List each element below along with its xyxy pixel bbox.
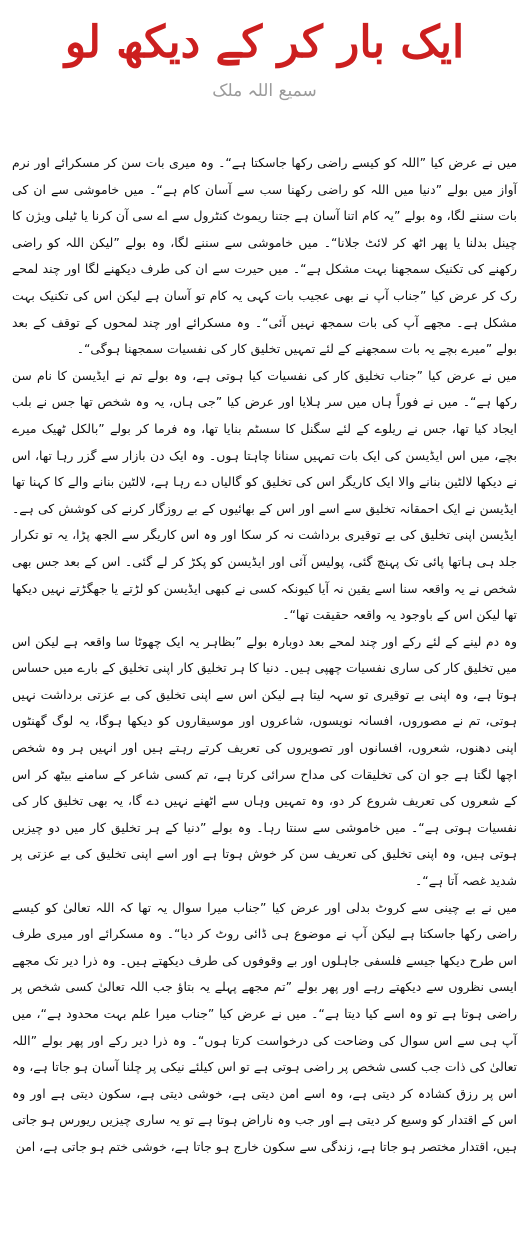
paragraph: میں نے عرض کیا ”جناب تخلیق کار کی نفسیات کیا ہوتی ہے، وہ بولے تم نے ایڈیسن کا نام سن رکھا ہے“۔ میں نے فوراً ہاں میں سر ہلایا اور عرض کیا ”جی ہاں، یہ وہ شخص تھا جس نے بلب ایجاد کیا تھا، جس نے ریلوے کے لئے سگنل کا سسٹم بنایا تھا، وہ فرما کر بولے ”بالکل ٹھیک میرے بچے، میں اس ایڈیسن کی ایک بات تمہیں سنانا چاہتا ہوں۔ وہ ایک دن بازار سے گزر رہا تھا، اس نے دیکھا لالٹین بنانے والا ایک کاریگر اس کی تخلیق کو گالیاں دے رہا ہے، لالٹین بنانے والے کا کہنا تھا ایڈیسن نے ایک احمقانہ تخلیق سے اسے اور اس کے بھائیوں کے بے روزگار کرنے کی کوشش کی ہے۔ ایڈیسن اپنی تخلیق کی بے توقیری برداشت نہ کر سکا اور وہ اس کاریگر سے الجھ پڑا، یہ تو تکرار جلد ہی ہاتھا پائی تک پہنچ گئی، پولیس آئی اور ایڈیسن کو پکڑ کر لے گئی۔ اس کے بعد جس بھی شخص نے یہ واقعہ سنا اسے یقین نہ آیا کیونکہ کسی نے کبھی ایڈیسن کو لڑتے یا جھگڑتے نہیں دیکھا تھا لیکن اس کے باوجود یہ واقعہ حقیقت تھا“۔: [12, 367, 517, 623]
article-title: ایک بار کر کے دیکھ لو: [64, 17, 465, 68]
author-byline: سمیع اللہ ملک: [212, 81, 317, 101]
article-body: [12, 150, 517, 1161]
paragraph: وہ دم لینے کے لئے رکے اور چند لمحے بعد دوبارہ بولے ”بظاہر یہ ایک چھوٹا سا واقعہ ہے لیکن اس میں تخلیق کار کی ساری نفسیات چھپی ہیں۔ دنیا کا ہر تخلیق کار اپنی تخلیق کے بارے میں حساس ہوتا ہے، وہ اپنی بے توقیری تو سہہ لیتا ہے لیکن اس سے اپنی تخلیق کی بے عزتی برداشت نہیں ہوتی، تم نے مصوروں، افسانہ نویسوں، شاعروں اور موسیقاروں کو دیکھا ہوگا، یہ لوگ گھنٹوں اپنی دھنوں، شعروں، افسانوں اور تصویروں کی تعریف کرتے رہتے ہیں اور انہیں ہر وہ شخص اچھا لگتا ہے جو ان کی تخلیقات کی مداح سرائی کرتا ہے، تم کسی شاعر کے سامنے بیٹھ کر اس کے شعروں کی تعریف شروع کر دو، وہ تمہیں وہاں سے اٹھنے نہیں دے گا، یہ بھی تخلیق کار کی نفسیات ہوتی ہے“۔ میں خاموشی سے سنتا رہا۔ وہ بولے ”دنیا کے ہر تخلیق کار میں دو چیزیں ہوتی ہیں، وہ اپنی تخلیق کی تعریف سن کر خوش ہوتا ہے اور اسے اپنی تخلیق کی بے عزتی پر شدید غصہ آتا ہے“۔: [12, 633, 517, 889]
paragraph: میں نے عرض کیا ”اللہ کو کیسے راضی رکھا جاسکتا ہے“۔ وہ میری بات سن کر مسکرائے اور نرم آواز میں بولے ”دنیا میں اللہ کو راضی رکھنا سب سے آسان کام ہے“۔ میں خاموشی سے ان کی بات سننے لگا، وہ بولے ”یہ کام اتنا آسان ہے جتنا ریموٹ کنٹرول سے اے سی آن کرنا یا ٹیلی ویژن کا چینل بدلنا یا پھر اٹھ کر لائٹ جلانا“۔ میں خاموشی سے سننے لگا، وہ بولے ”لیکن اللہ کو راضی رکھنے کی تکنیک سمجھنا بہت مشکل ہے“۔ میں حیرت سے ان کی طرف دیکھنے لگا اور چند لمحے رک کر عرض کیا ”جناب آپ نے بھی عجیب بات کہی یہ کام تو آسان ہے لیکن اس کی تکنیک بہت مشکل ہے۔ مجھے آپ کی بات سمجھ نہیں آئی“۔ وہ مسکرائے اور چند لمحوں کے توقف کے بعد بولے ”میرے بچے یہ بات سمجھنے کے لئے تمہیں تخلیق کار کی نفسیات سمجھنا ہوگی“۔: [12, 155, 517, 357]
paragraph: میں نے بے چینی سے کروٹ بدلی اور عرض کیا ”جناب میرا سوال یہ تھا کہ اللہ تعالیٰ کو کیسے راضی رکھا جاسکتا ہے لیکن آپ نے موضوع ہی ڈائی روٹ کر دیا“۔ وہ مسکرائے اور میری طرف اس طرح دیکھا جیسے فلسفی جاہلوں اور بے وقوفوں کی طرف دیکھتے ہیں۔ وہ ذرا دیر تک مجھے ایسی نظروں سے دیکھتے رہے اور پھر بولے ”تم مجھے پہلے یہ بتاؤ جب اللہ تعالیٰ کسی شخص پر راضی ہوتا ہے تو وہ اسے کیا دیتا ہے“۔ میں نے عرض کیا ”جناب میرا علم بہت محدود ہے“، میں آپ ہی سے اس سوال کی وضاحت کی درخواست کرتا ہوں“۔ وہ ذرا دیر رکے اور پھر بولے ”اللہ تعالیٰ کی ذات جب کسی شخص پر راضی ہوتی ہے تو اس کیلئے نیکی پر چلنا آسان ہو جاتا ہے، وہ اس پر رزق کشادہ کر دیتی ہے، وہ اسے امن دیتی ہے، خوشی دیتی ہے، سکون دیتی ہے اور وہ اس کے اقتدار کو وسیع کر دیتی ہے اور جب وہ ناراض ہوتا ہے تو یہ ساری چیزیں ریورس ہو جاتی ہیں، اقتدار مختصر ہو جاتا ہے، زندگی سے سکون خارج ہو جاتا ہے، خوشی ختم ہو جاتی ہے، امن: [12, 899, 517, 1154]
